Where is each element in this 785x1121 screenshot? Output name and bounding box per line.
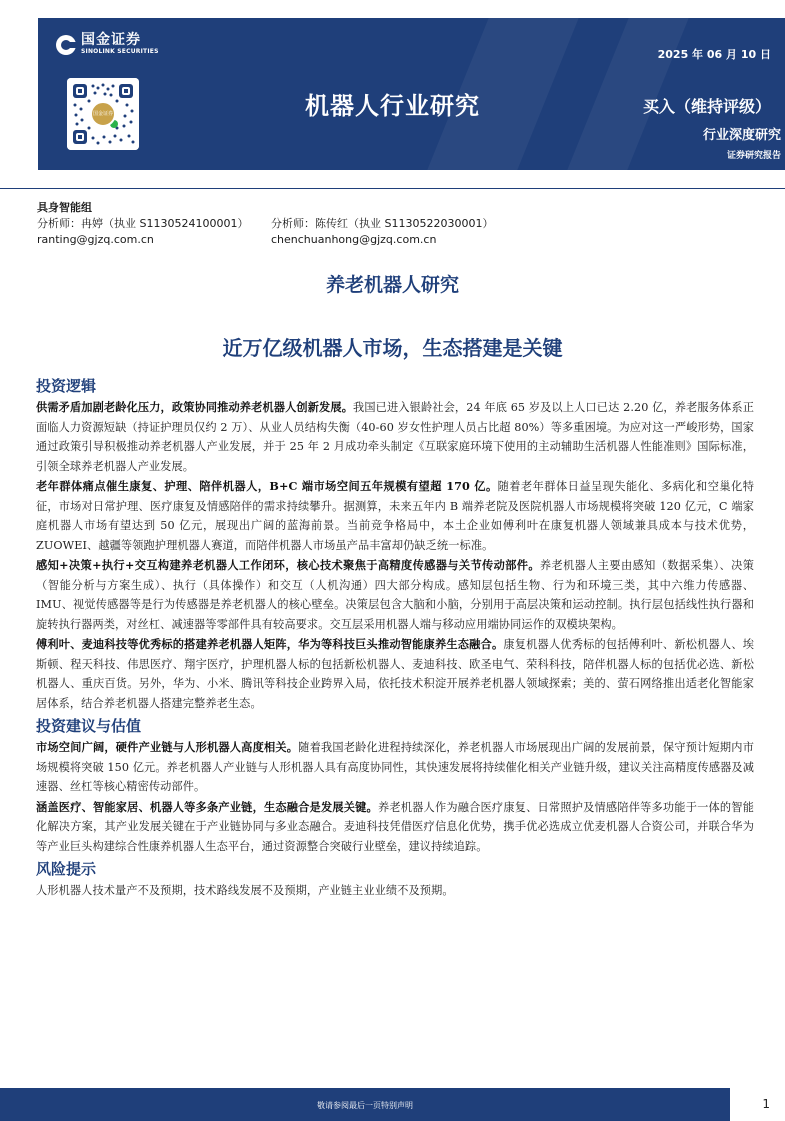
report-type: 行业深度研究 [702, 128, 781, 143]
logo-name-en: SINOLINK SECURITIES [81, 48, 159, 55]
rating: 买入（维持评级） [642, 97, 771, 116]
logo-icon [56, 35, 76, 55]
report-category: 证券研究报告 [726, 151, 781, 161]
paragraph-body: 康复机器人优秀标的包括傅利叶、新松机器人、埃斯顿、程天科技、伟思医疗、翔宇医疗，护理机器人标的包括新松机器人、麦迪科技、欧圣电气、荣科科技，陪伴机器人标的包括优必选、新松机器人、重庆百货。另外，华为、小米、腾讯等科技企业跨界入局，依托技术积淀开展养老机器人领域探索；美的、萤石网络推出适老化智能家居体系，结合养老机器人搭建完整养老生态。 [36, 638, 754, 710]
paragraph-body: 养老机器人作为融合医疗康复、日常照护及情感陪伴等多功能于一体的智能化解决方案，其产业发展关键在于产业链协同与多业态融合。麦迪科技凭借医疗信息化优势，携手优必选成立优麦机器人合资公司，并联合华为等产业巨头构建综合性康养机器人生态平台，通过资源整合突破行业壁垒，建议持续追踪。 [36, 800, 754, 853]
analyst-1-email[interactable]: ranting@gjzq.com.cn [37, 233, 154, 246]
qr-center-logo: 国金证券 [90, 101, 116, 127]
section-heading: 投资逻辑 [36, 377, 97, 395]
paragraph [36, 556, 754, 634]
analyst-2: 分析师：陈传红（执业 S1130522030001） [271, 217, 494, 230]
paragraph-body: 随着我国老龄化进程持续深化，养老机器人市场展现出广阔的发展前景，保守预计短期内市场规模将突破 150 亿元。养老机器人产业链与人形机器人具有高度协同性，其快速发展将持续催化相关产业链升级，建议关注高精度传感器及减速器、丝杠等核心精密传动部件。 [36, 741, 754, 793]
paragraph-lead: 老年群体痛点催生康复、护理、陪伴机器人，B+C 端市场空间五年规模有望超 170 亿。 [36, 479, 498, 493]
report-date: 2025 年 06 月 10 日 [657, 48, 771, 61]
footer-disclaimer[interactable]: 敬请参阅最后一页特别声明 [317, 1101, 413, 1110]
paragraph [36, 881, 754, 901]
paragraph [36, 798, 754, 857]
report-subtitle: 近万亿级机器人市场，生态搭建是关键 [222, 336, 563, 360]
report-title: 养老机器人研究 [325, 274, 459, 296]
paragraph-body: 我国已进入银龄社会，24 年底 65 岁及以上人口已达 2.20 亿，养老服务体系正面临人力资源短缺（持证护理员仅约 2 万）、从业人员结构失衡（40-60 岁女性护理人员占比超 80%）等多重困境。为应对这一严峻形势，国家通过政策引导积极推动养老机器人产业发展，并于 25 年 2 月成功牵头制定《互联家庭环境下使用的主动辅助生活机器人性能准则》国际标准，引领全球养老机器人产业发展。 [36, 401, 754, 473]
company-logo [56, 33, 159, 56]
divider [0, 188, 785, 189]
industry-title: 机器人行业研究 [305, 92, 480, 120]
section-heading: 投资建议与估值 [36, 717, 142, 735]
page-number: 1 [762, 1097, 770, 1111]
paragraph-body: 养老机器人主要由感知（数据采集）、决策（智能分析与方案生成）、执行（具体操作）和交互（人机沟通）四大部分构成。感知层包括生物、行为和环境三类，其中六维力传感器、IMU、视觉传感器等是行为传感器是养老机器人的核心壁垒。决策层包含大脑和小脑，分别用于高层决策和运动控制。执行层包括线性执行器和旋转执行器两类，对丝杠、减速器等零部件具有较高要求。交互层采用机器人端与移动应用端协同运作的双模块架构。 [36, 559, 754, 631]
paragraph-lead: 感知+决策+执行+交互构建养老机器人工作闭环，核心技术聚焦于高精度传感器与关节传动部件。 [36, 558, 540, 572]
analyst-block [37, 200, 737, 248]
paragraph [36, 635, 754, 713]
paragraph [36, 738, 754, 797]
paragraph-lead: 涵盖医疗、智能家居、机器人等多条产业链，生态融合是发展关键。 [36, 799, 378, 814]
paragraph-body: 随着老年群体日益呈现失能化、多病化和空巢化特征，市场对日常护理、医疗康复及情感陪伴的需求持续攀升。据测算，未来五年内 B 端养老院及医院机器人市场规模将突破 120 亿元，C 端家庭机器人市场有望达到 50 亿元，展现出广阔的蓝海前景。当前竞争格局中，本土企业如傅利叶在康复机器人领域兼具成本与技术优势，ZUOWEI、越疆等领跑护理机器人赛道，而陪伴机器人市场虽产品丰富却仍缺乏统一标准。 [36, 480, 754, 552]
paragraph-lead: 傅利叶、麦迪科技等优秀标的搭建养老机器人矩阵，华为等科技巨头推动智能康养生态融合。 [36, 637, 504, 651]
analyst-2-email[interactable]: chenchuanhong@gjzq.com.cn [271, 233, 437, 246]
section-heading: 风险提示 [36, 860, 97, 878]
paragraph-body: 人形机器人技术量产不及预期，技术路线发展不及预期，产业链主业业绩不及预期。 [36, 884, 454, 897]
report-body [36, 374, 754, 902]
paragraph-lead: 市场空间广阔，硬件产业链与人形机器人高度相关。 [36, 740, 299, 754]
paragraph-lead: 供需矛盾加剧老龄化压力，政策协同推动养老机器人创新发展。 [36, 400, 354, 414]
logo-name-cn: 国金证券 [81, 32, 141, 48]
analyst-1: 分析师：冉婷（执业 S1130524100001） [37, 217, 249, 230]
research-group: 具身智能组 [37, 201, 92, 214]
paragraph [36, 398, 754, 476]
paragraph [36, 477, 754, 555]
